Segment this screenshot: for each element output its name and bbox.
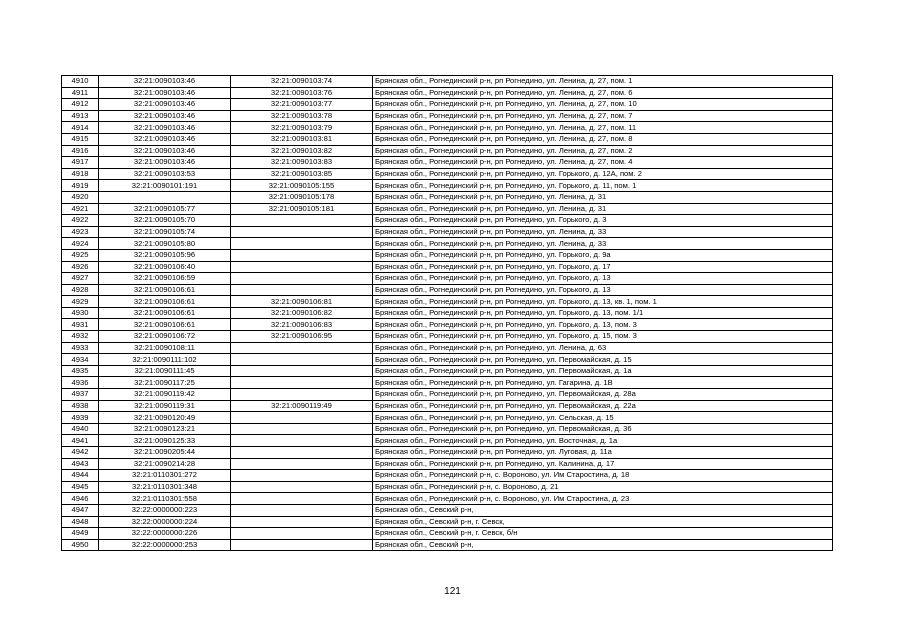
- address-cell: Брянская обл., Рогнединский р-н, рп Рогнедино, ул. Гагарина, д. 1В: [373, 377, 833, 389]
- table-row: [62, 342, 833, 354]
- address-cell: Брянская обл., Рогнединский р-н, рп Рогнедино, ул. Луговая, д. 11а: [373, 447, 833, 459]
- address-cell: Брянская обл., Рогнединский р-н, рп Рогнедино, ул. Ленина, д. 63: [373, 342, 833, 354]
- address-cell: Брянская обл., Рогнединский р-н, с. Вороново, д. 21: [373, 481, 833, 493]
- parcel-number-cell: 32:21:0090103:46: [99, 87, 231, 99]
- table-row: [62, 180, 833, 192]
- row-number-cell: 4923: [62, 226, 99, 238]
- table-row: [62, 133, 833, 145]
- address-cell: Брянская обл., Рогнединский р-н, рп Рогнедино, ул. Ленина, д. 27, пом. 2: [373, 145, 833, 157]
- table-row: [62, 423, 833, 435]
- object-number-cell: [231, 238, 373, 250]
- object-number-cell: [231, 516, 373, 528]
- table-row: [62, 168, 833, 180]
- parcel-number-cell: 32:21:0090214:28: [99, 458, 231, 470]
- parcel-number-cell: 32:21:0090103:53: [99, 168, 231, 180]
- row-number-cell: 4934: [62, 354, 99, 366]
- row-number-cell: 4942: [62, 447, 99, 459]
- parcel-number-cell: 32:21:0110301:558: [99, 493, 231, 505]
- address-cell: Брянская обл., Рогнединский р-н, рп Рогнедино, ул. Горького, д. 15, пом. 3: [373, 331, 833, 343]
- parcel-number-cell: 32:21:0090120:49: [99, 412, 231, 424]
- row-number-cell: 4945: [62, 481, 99, 493]
- parcel-number-cell: 32:21:0090111:102: [99, 354, 231, 366]
- object-number-cell: 32:21:0090103:74: [231, 76, 373, 88]
- parcel-number-cell: 32:21:0090101:191: [99, 180, 231, 192]
- address-cell: Брянская обл., Рогнединский р-н, рп Рогнедино, ул. Ленина, д. 27, пом. 7: [373, 110, 833, 122]
- row-number-cell: 4920: [62, 191, 99, 203]
- row-number-cell: 4913: [62, 110, 99, 122]
- address-cell: Брянская обл., Рогнединский р-н, рп Рогнедино, ул. Горького, д. 13, пом. 1/1: [373, 307, 833, 319]
- row-number-cell: 4930: [62, 307, 99, 319]
- row-number-cell: 4912: [62, 99, 99, 111]
- row-number-cell: 4928: [62, 284, 99, 296]
- cadastral-registry-table: [61, 75, 833, 551]
- object-number-cell: 32:21:0090103:82: [231, 145, 373, 157]
- table-row: [62, 400, 833, 412]
- row-number-cell: 4941: [62, 435, 99, 447]
- object-number-cell: [231, 365, 373, 377]
- object-number-cell: [231, 249, 373, 261]
- address-cell: Брянская обл., Рогнединский р-н, рп Рогнедино, ул. Ленина, д. 31: [373, 203, 833, 215]
- address-cell: Брянская обл., Рогнединский р-н, рп Рогнедино, ул. Ленина, д. 27, пом. 6: [373, 87, 833, 99]
- object-number-cell: 32:21:0090103:83: [231, 157, 373, 169]
- parcel-number-cell: 32:21:0090125:33: [99, 435, 231, 447]
- table-row: [62, 296, 833, 308]
- address-cell: Брянская обл., Севский р-н, г. Севск,: [373, 516, 833, 528]
- address-cell: Брянская обл., Рогнединский р-н, рп Рогнедино, ул. Ленина, д. 27, пом. 8: [373, 133, 833, 145]
- parcel-number-cell: 32:21:0090103:46: [99, 133, 231, 145]
- row-number-cell: 4919: [62, 180, 99, 192]
- object-number-cell: [231, 215, 373, 227]
- object-number-cell: [231, 528, 373, 540]
- parcel-number-cell: 32:21:0110301:272: [99, 470, 231, 482]
- row-number-cell: 4944: [62, 470, 99, 482]
- parcel-number-cell: 32:21:0090205:44: [99, 447, 231, 459]
- object-number-cell: 32:21:0090106:83: [231, 319, 373, 331]
- row-number-cell: 4947: [62, 504, 99, 516]
- address-cell: Брянская обл., Рогнединский р-н, рп Рогнедино, ул. Ленина, д. 33: [373, 238, 833, 250]
- parcel-number-cell: 32:21:0090103:46: [99, 76, 231, 88]
- object-number-cell: [231, 435, 373, 447]
- address-cell: Брянская обл., Рогнединский р-н, рп Рогнедино, ул. Ленина, д. 27, пом. 4: [373, 157, 833, 169]
- object-number-cell: 32:21:0090106:82: [231, 307, 373, 319]
- table-row: [62, 249, 833, 261]
- address-cell: Брянская обл., Рогнединский р-н, рп Рогнедино, ул. Первомайская, д. 15: [373, 354, 833, 366]
- row-number-cell: 4939: [62, 412, 99, 424]
- address-cell: Брянская обл., Севский р-н,: [373, 504, 833, 516]
- address-cell: Брянская обл., Рогнединский р-н, рп Рогнедино, ул. Ленина, д. 27, пом. 11: [373, 122, 833, 134]
- address-cell: Брянская обл., Рогнединский р-н, рп Рогнедино, ул. Горького, д. 13: [373, 284, 833, 296]
- table-row: [62, 226, 833, 238]
- table-row: [62, 354, 833, 366]
- address-cell: Брянская обл., Рогнединский р-н, рп Рогнедино, ул. Горького, д. 13: [373, 273, 833, 285]
- row-number-cell: 4918: [62, 168, 99, 180]
- parcel-number-cell: 32:21:0090105:77: [99, 203, 231, 215]
- address-cell: Брянская обл., Рогнединский р-н, рп Рогнедино, ул. Первомайская, д. 1а: [373, 365, 833, 377]
- table-row: [62, 122, 833, 134]
- object-number-cell: [231, 284, 373, 296]
- address-cell: Брянская обл., Рогнединский р-н, рп Рогнедино, ул. Ленина, д. 33: [373, 226, 833, 238]
- parcel-number-cell: 32:21:0090103:46: [99, 122, 231, 134]
- row-number-cell: 4925: [62, 249, 99, 261]
- row-number-cell: 4932: [62, 331, 99, 343]
- address-cell: Брянская обл., Рогнединский р-н, рп Рогнедино, ул. Восточная, д. 1а: [373, 435, 833, 447]
- row-number-cell: 4938: [62, 400, 99, 412]
- table-row: [62, 539, 833, 551]
- row-number-cell: 4946: [62, 493, 99, 505]
- object-number-cell: 32:21:0090103:78: [231, 110, 373, 122]
- object-number-cell: [231, 458, 373, 470]
- row-number-cell: 4922: [62, 215, 99, 227]
- row-number-cell: 4924: [62, 238, 99, 250]
- table-row: [62, 377, 833, 389]
- address-cell: Брянская обл., Рогнединский р-н, с. Вороново, ул. Им Старостина, д. 18: [373, 470, 833, 482]
- row-number-cell: 4926: [62, 261, 99, 273]
- table-row: [62, 273, 833, 285]
- object-number-cell: 32:21:0090103:76: [231, 87, 373, 99]
- address-cell: Брянская обл., Севский р-н,: [373, 539, 833, 551]
- object-number-cell: [231, 481, 373, 493]
- row-number-cell: 4943: [62, 458, 99, 470]
- table-row: [62, 493, 833, 505]
- table-row: [62, 307, 833, 319]
- parcel-number-cell: 32:21:0090123:21: [99, 423, 231, 435]
- table-row: [62, 331, 833, 343]
- table-row: [62, 76, 833, 88]
- row-number-cell: 4929: [62, 296, 99, 308]
- table-row: [62, 435, 833, 447]
- address-cell: Брянская обл., Рогнединский р-н, рп Рогнедино, ул. Горького, д. 13, кв. 1, пом. 1: [373, 296, 833, 308]
- table-row: [62, 145, 833, 157]
- object-number-cell: [231, 354, 373, 366]
- address-cell: Брянская обл., Рогнединский р-н, рп Рогнедино, ул. Ленина, д. 31: [373, 191, 833, 203]
- address-cell: Брянская обл., Рогнединский р-н, рп Рогнедино, ул. Горького, д. 13, пом. 3: [373, 319, 833, 331]
- parcel-number-cell: 32:21:0090119:42: [99, 389, 231, 401]
- parcel-number-cell: 32:21:0090108:11: [99, 342, 231, 354]
- row-number-cell: 4950: [62, 539, 99, 551]
- object-number-cell: [231, 504, 373, 516]
- row-number-cell: 4949: [62, 528, 99, 540]
- parcel-number-cell: 32:21:0090103:46: [99, 157, 231, 169]
- parcel-number-cell: 32:22:0000000:224: [99, 516, 231, 528]
- table-row: [62, 481, 833, 493]
- parcel-number-cell: 32:21:0090111:45: [99, 365, 231, 377]
- row-number-cell: 4921: [62, 203, 99, 215]
- table-row: [62, 319, 833, 331]
- address-cell: Брянская обл., Рогнединский р-н, рп Рогнедино, ул. Горького, д. 17: [373, 261, 833, 273]
- table-row: [62, 470, 833, 482]
- parcel-number-cell: 32:21:0090119:31: [99, 400, 231, 412]
- object-number-cell: [231, 273, 373, 285]
- object-number-cell: [231, 447, 373, 459]
- object-number-cell: 32:21:0090103:77: [231, 99, 373, 111]
- parcel-number-cell: 32:22:0000000:223: [99, 504, 231, 516]
- row-number-cell: 4927: [62, 273, 99, 285]
- parcel-number-cell: 32:21:0090106:40: [99, 261, 231, 273]
- table-row: [62, 238, 833, 250]
- parcel-number-cell: 32:22:0000000:253: [99, 539, 231, 551]
- object-number-cell: [231, 342, 373, 354]
- row-number-cell: 4933: [62, 342, 99, 354]
- parcel-number-cell: 32:21:0090117:25: [99, 377, 231, 389]
- registry-table-body: [62, 76, 833, 551]
- object-number-cell: 32:21:0090105:178: [231, 191, 373, 203]
- parcel-number-cell: 32:21:0090106:61: [99, 296, 231, 308]
- address-cell: Брянская обл., Рогнединский р-н, рп Рогнедино, ул. Ленина, д. 27, пом. 1: [373, 76, 833, 88]
- parcel-number-cell: 32:21:0090105:96: [99, 249, 231, 261]
- row-number-cell: 4910: [62, 76, 99, 88]
- parcel-number-cell: 32:21:0090103:46: [99, 110, 231, 122]
- object-number-cell: 32:21:0090119:49: [231, 400, 373, 412]
- table-row: [62, 412, 833, 424]
- parcel-number-cell: 32:21:0090105:70: [99, 215, 231, 227]
- object-number-cell: [231, 493, 373, 505]
- parcel-number-cell: 32:21:0090105:74: [99, 226, 231, 238]
- address-cell: Брянская обл., Рогнединский р-н, рп Рогнедино, ул. Калинина, д. 17: [373, 458, 833, 470]
- table-row: [62, 87, 833, 99]
- table-row: [62, 389, 833, 401]
- row-number-cell: 4911: [62, 87, 99, 99]
- address-cell: Брянская обл., Рогнединский р-н, рп Рогнедино, ул. Горького, д. 9а: [373, 249, 833, 261]
- table-row: [62, 504, 833, 516]
- address-cell: Брянская обл., Рогнединский р-н, рп Рогнедино, ул. Горького, д. 3: [373, 215, 833, 227]
- object-number-cell: 32:21:0090105:181: [231, 203, 373, 215]
- row-number-cell: 4916: [62, 145, 99, 157]
- row-number-cell: 4935: [62, 365, 99, 377]
- object-number-cell: [231, 470, 373, 482]
- row-number-cell: 4936: [62, 377, 99, 389]
- address-cell: Брянская обл., Рогнединский р-н, рп Рогнедино, ул. Ленина, д. 27, пом. 10: [373, 99, 833, 111]
- address-cell: Брянская обл., Рогнединский р-н, рп Рогнедино, ул. Первомайская, д. 36: [373, 423, 833, 435]
- parcel-number-cell: 32:22:0000000:226: [99, 528, 231, 540]
- object-number-cell: 32:21:0090103:79: [231, 122, 373, 134]
- address-cell: Брянская обл., Рогнединский р-н, рп Рогнедино, ул. Первомайская, д. 28а: [373, 389, 833, 401]
- table-row: [62, 215, 833, 227]
- object-number-cell: 32:21:0090106:95: [231, 331, 373, 343]
- table-row: [62, 447, 833, 459]
- page-number: 121: [444, 586, 461, 597]
- object-number-cell: [231, 539, 373, 551]
- parcel-number-cell: 32:21:0090103:46: [99, 145, 231, 157]
- parcel-number-cell: 32:21:0090106:61: [99, 307, 231, 319]
- object-number-cell: 32:21:0090103:85: [231, 168, 373, 180]
- address-cell: Брянская обл., Рогнединский р-н, рп Рогнедино, ул. Горького, д. 11, пом. 1: [373, 180, 833, 192]
- row-number-cell: 4931: [62, 319, 99, 331]
- table-row: [62, 516, 833, 528]
- object-number-cell: [231, 377, 373, 389]
- table-row: [62, 261, 833, 273]
- object-number-cell: [231, 423, 373, 435]
- row-number-cell: 4915: [62, 133, 99, 145]
- address-cell: Брянская обл., Рогнединский р-н, рп Рогнедино, ул. Первомайская, д. 22а: [373, 400, 833, 412]
- row-number-cell: 4937: [62, 389, 99, 401]
- table-row: [62, 157, 833, 169]
- parcel-number-cell: 32:21:0110301:348: [99, 481, 231, 493]
- table-row: [62, 284, 833, 296]
- table-row: [62, 191, 833, 203]
- table-row: [62, 99, 833, 111]
- object-number-cell: 32:21:0090106:81: [231, 296, 373, 308]
- parcel-number-cell: [99, 191, 231, 203]
- table-row: [62, 203, 833, 215]
- address-cell: Брянская обл., Рогнединский р-н, рп Рогнедино, ул. Горького, д. 12А, пом. 2: [373, 168, 833, 180]
- address-cell: Брянская обл., Севский р-н, г. Севск, б/н: [373, 528, 833, 540]
- row-number-cell: 4948: [62, 516, 99, 528]
- address-cell: Брянская обл., Рогнединский р-н, с. Вороново, ул. Им Старостина, д. 23: [373, 493, 833, 505]
- address-cell: Брянская обл., Рогнединский р-н, рп Рогнедино, ул. Сельская, д. 15: [373, 412, 833, 424]
- row-number-cell: 4917: [62, 157, 99, 169]
- object-number-cell: [231, 261, 373, 273]
- table-row: [62, 365, 833, 377]
- object-number-cell: [231, 412, 373, 424]
- object-number-cell: 32:21:0090103:81: [231, 133, 373, 145]
- parcel-number-cell: 32:21:0090103:46: [99, 99, 231, 111]
- table-row: [62, 110, 833, 122]
- table-row: [62, 528, 833, 540]
- parcel-number-cell: 32:21:0090106:61: [99, 284, 231, 296]
- parcel-number-cell: 32:21:0090105:80: [99, 238, 231, 250]
- table-row: [62, 458, 833, 470]
- object-number-cell: [231, 226, 373, 238]
- object-number-cell: 32:21:0090105:155: [231, 180, 373, 192]
- parcel-number-cell: 32:21:0090106:59: [99, 273, 231, 285]
- row-number-cell: 4940: [62, 423, 99, 435]
- row-number-cell: 4914: [62, 122, 99, 134]
- object-number-cell: [231, 389, 373, 401]
- parcel-number-cell: 32:21:0090106:61: [99, 319, 231, 331]
- parcel-number-cell: 32:21:0090106:72: [99, 331, 231, 343]
